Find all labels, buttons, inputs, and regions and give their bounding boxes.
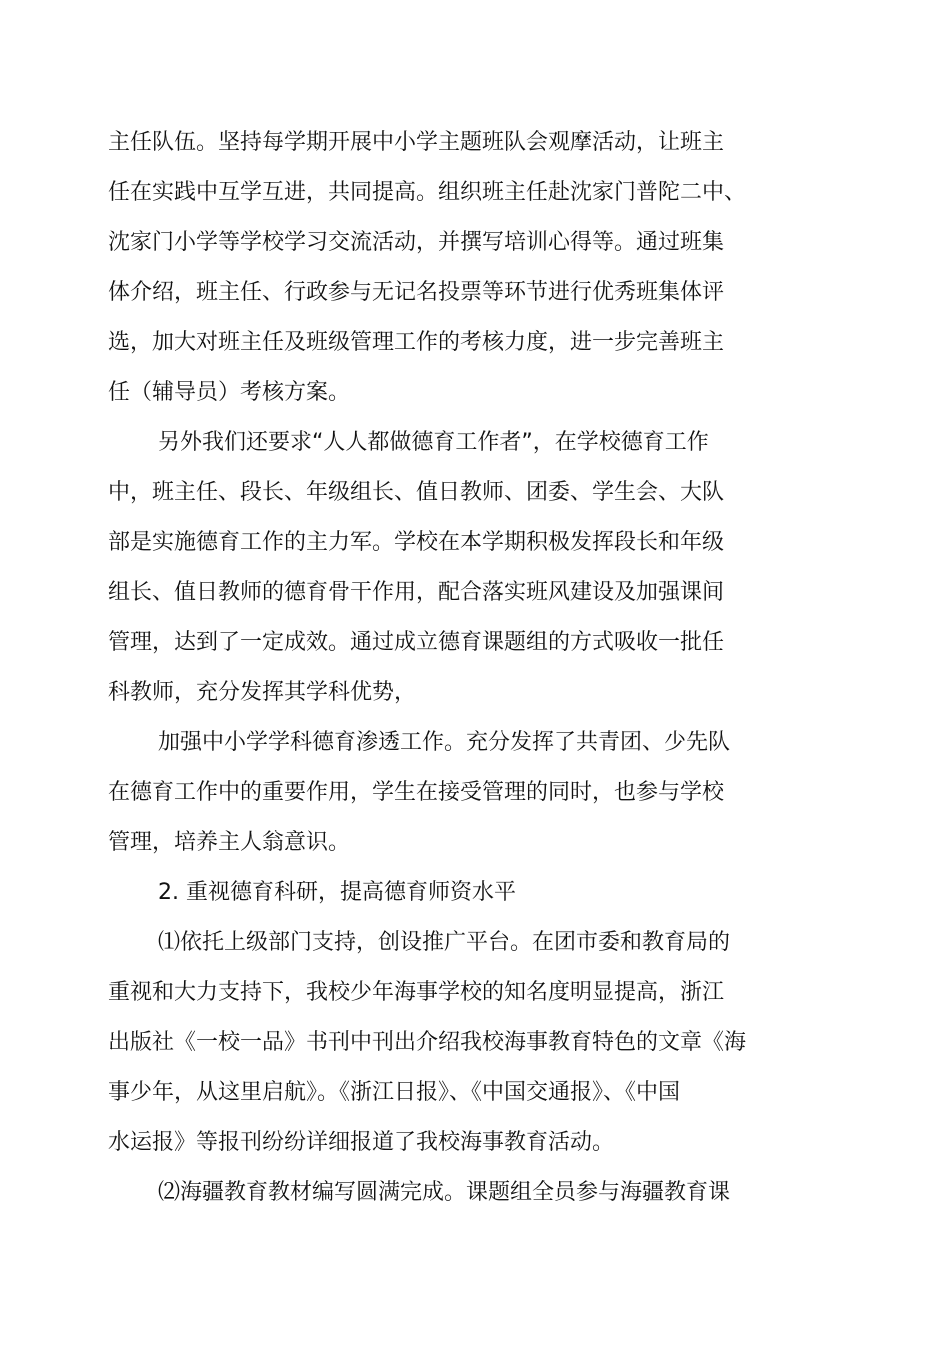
paragraph-start-line: ⑵海疆教育教材编写圆满完成。课题组全员参与海疆教育课: [158, 1180, 731, 1205]
text-line: 任在实践中互学互进，共同提高。组织班主任赴沈家门普陀二中、: [108, 180, 747, 205]
text-line: 主任队伍。坚持每学期开展中小学主题班队会观摩活动，让班主: [108, 130, 725, 155]
text-line: 选，加大对班主任及班级管理工作的考核力度，进一步完善班主: [108, 330, 725, 355]
text-line: 在德育工作中的重要作用，学生在接受管理的同时，也参与学校: [108, 780, 725, 805]
text-line: 出版社《一校一品》书刊中刊出介绍我校海事教育特色的文章《海: [108, 1030, 747, 1055]
text-line: 水运报》等报刊纷纷详细报道了我校海事教育活动。: [108, 1130, 615, 1155]
text-line: 管理，达到了一定成效。通过成立德育课题组的方式吸收一批任: [108, 630, 725, 655]
paragraph-start-line: 另外我们还要求“人人都做德育工作者”，在学校德育工作: [158, 430, 709, 455]
text-line: 重视和大力支持下，我校少年海事学校的知名度明显提高，浙江: [108, 980, 725, 1005]
text-line: 部是实施德育工作的主力军。学校在本学期积极发挥段长和年级: [108, 530, 725, 555]
section-heading: 2. 重视德育科研，提高德育师资水平: [158, 880, 516, 905]
text-line: 任（辅导员）考核方案。: [108, 380, 351, 405]
document-body: [108, 118, 788, 1218]
paragraph-start-line: ⑴依托上级部门支持，创设推广平台。在团市委和教育局的: [158, 930, 731, 955]
text-line: 事少年，从这里启航》。《浙江日报》、《中国交通报》、《中国: [108, 1080, 681, 1105]
text-line: 组长、值日教师的德育骨干作用，配合落实班风建设及加强课间: [108, 580, 725, 605]
paragraph-start-line: 加强中小学学科德育渗透工作。充分发挥了共青团、少先队: [158, 730, 731, 755]
text-line: 中，班主任、段长、年级组长、值日教师、团委、学生会、大队: [108, 480, 725, 505]
text-line: 体介绍，班主任、行政参与无记名投票等环节进行优秀班集体评: [108, 280, 725, 305]
text-line: 管理，培养主人翁意识。: [108, 830, 351, 855]
text-line: 沈家门小学等学校学习交流活动，并撰写培训心得等。通过班集: [108, 230, 725, 255]
text-line: 科教师，充分发挥其学科优势，: [108, 680, 417, 705]
